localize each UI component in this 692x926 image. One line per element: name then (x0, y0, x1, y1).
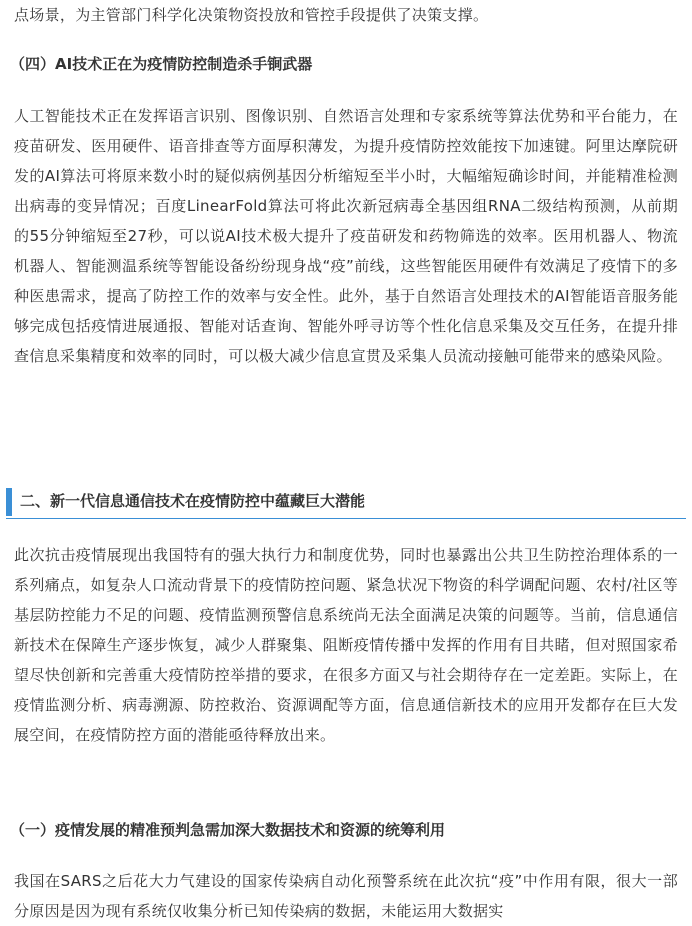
ai-technology-paragraph: 人工智能技术正在发挥语言识别、图像识别、自然语言处理和专家系统等算法优势和平台能力，在疫苗研发、医用硬件、语音排查等方面厚积薄发，为提升疫情防控效能按下加速键。阿里达摩院研发的AI算法可将原来数小时的疑似病例基因分析缩短至半小时，大幅缩短确诊时间，并能精准检测出病毒的变异情况；百度LinearFold算法可将此次新冠病毒全基因组RNA二级结构预测，从前期的55分钟缩短至27秒，可以说AI技术极大提升了疫苗研发和药物筛选的效率。医用机器人、物流机器人、智能测温系统等智能设备纷纷现身战“疫”前线，这些智能医用硬件有效满足了疫情下的多种医患需求，提高了防控工作的效率与安全性。此外，基于自然语言处理技术的AI智能语音服务能够完成包括疫情进展通报、智能对话查询、智能外呼寻访等个性化信息采集及交互任务，在提升排查信息采集精度和效率的同时，可以极大减少信息宣贯及采集人员流动接触可能带来的感染风险。 (14, 107, 678, 365)
section-accent-bar (6, 488, 12, 516)
section-two-paragraph: 此次抗击疫情展现出我国特有的强大执行力和制度优势，同时也暴露出公共卫生防控治理体系的一系列痛点，如复杂人口流动背景下的疫情防控问题、紧急状况下物资的科学调配问题、农村/社区等基层防控能力不足的问题、疫情监测预警信息系统尚无法全面满足决策的问题等。当前，信息通信新技术在保障生产逐步恢复，减少人群聚集、阻断疫情传播中发挥的作用有目共睹，但对照国家希望尽快创新和完善重大疫情防控举措的要求，在很多方面又与社会期待存在一定差距。实际上，在疫情监测分析、病毒溯源、防控救治、资源调配等方面，信息通信新技术的应用开发都存在巨大发展空间，在疫情防控方面的潜能亟待释放出来。 (14, 546, 678, 744)
subheading-ai-weapon: （四）AI技术正在为疫情防控制造杀手锏武器 (10, 55, 313, 73)
section-two-heading (6, 484, 686, 519)
section-two-title: 二、新一代信息通信技术在疫情防控中蕴藏巨大潜能 (20, 492, 366, 510)
subheading-big-data: （一）疫情发展的精准预判急需加深大数据技术和资源的统筹利用 (10, 821, 446, 839)
sars-warning-system-paragraph: 我国在SARS之后花大力气建设的国家传染病自动化预警系统在此次抗“疫”中作用有限，很大一部分原因是因为现有系统仅收集分析已知传染病的数据，未能运用大数据实 (14, 872, 678, 920)
intro-tail-paragraph: 点场景，为主管部门科学化决策物资投放和管控手段提供了决策支撑。 (14, 6, 489, 24)
